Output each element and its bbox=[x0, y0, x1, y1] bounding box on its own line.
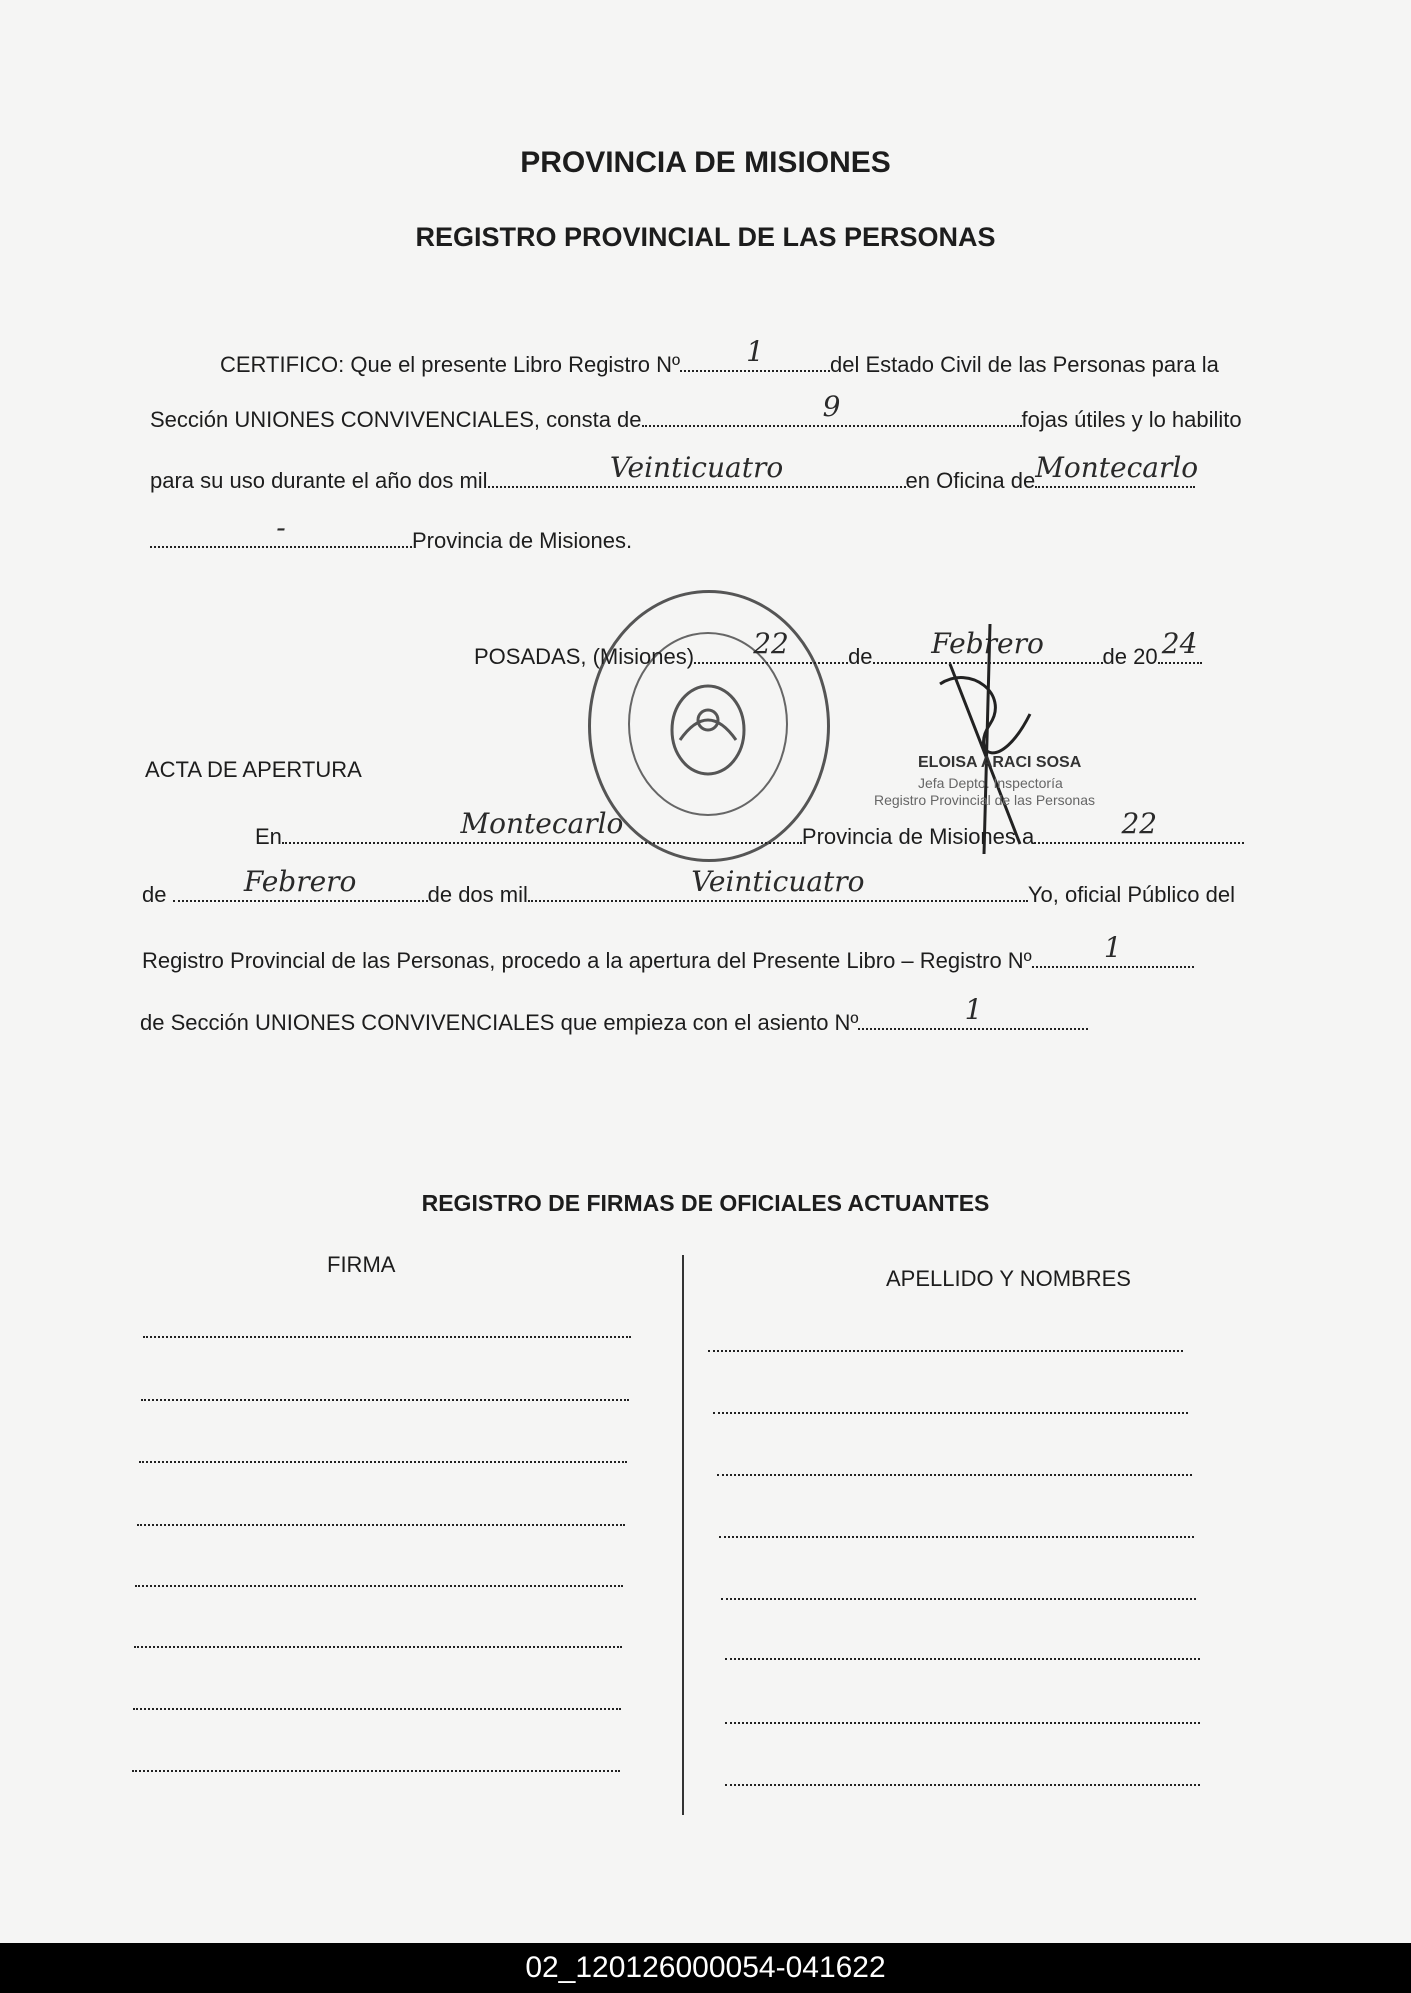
nombre-line bbox=[719, 1536, 1194, 1538]
province-title: PROVINCIA DE MISIONES bbox=[520, 146, 891, 179]
signatures-title: REGISTRO DE FIRMAS DE OFICIALES ACTUANTES bbox=[421, 1190, 990, 1216]
coat-of-arms-icon bbox=[660, 680, 756, 780]
cert-line-3: para su uso durante el año dos mil Veinticuatro en Oficina de Montecarlo bbox=[150, 451, 1199, 493]
cert-line-1: CERTIFICO: Que el presente Libro Registro Nº 1 del Estado Civil de las Personas para la bbox=[220, 335, 1219, 377]
firma-line bbox=[143, 1336, 631, 1338]
acta-line-3: Registro Provincial de las Personas, procedo a la apertura del Presente Libro – Registro Nº 1 bbox=[142, 946, 1194, 974]
year-suffix-handwritten: 24 bbox=[1161, 627, 1198, 660]
firma-line bbox=[139, 1461, 627, 1463]
acta-title: ACTA DE APERTURA bbox=[145, 757, 362, 782]
acta-year-handwritten: Veinticuatro bbox=[691, 865, 865, 898]
office-handwritten: Montecarlo bbox=[1035, 451, 1199, 484]
acta-line-2: de Febrero de dos mil Veinticuatro Yo, oficial Público del bbox=[142, 865, 1235, 907]
firma-line bbox=[141, 1399, 629, 1401]
document-id-bar: 02_120126000054-041622 bbox=[0, 1943, 1411, 1993]
nombre-line bbox=[708, 1350, 1183, 1352]
date-line: POSADAS, (Misiones) 22 de Febrero de 20 24 bbox=[474, 642, 1202, 670]
nombre-line bbox=[725, 1722, 1200, 1724]
acta-place-handwritten: Montecarlo bbox=[460, 807, 624, 840]
nombre-line bbox=[717, 1474, 1192, 1476]
acta-line-1: En Montecarlo Provincia de Misiones a 22 bbox=[255, 822, 1244, 850]
firma-line bbox=[137, 1524, 625, 1526]
column-divider bbox=[682, 1255, 684, 1815]
firma-line bbox=[133, 1708, 621, 1710]
nombre-line bbox=[725, 1784, 1200, 1786]
signer-org: Registro Provincial de las Personas bbox=[874, 792, 1095, 808]
day-handwritten: 22 bbox=[753, 627, 789, 660]
firma-line bbox=[135, 1585, 623, 1587]
acta-line-4: de Sección UNIONES CONVIVENCIALES que empieza con el asiento Nº 1 bbox=[140, 1008, 1088, 1036]
acta-month-handwritten: Febrero bbox=[243, 865, 357, 898]
firma-line bbox=[132, 1770, 620, 1772]
nombre-line bbox=[725, 1658, 1200, 1660]
nombre-line bbox=[713, 1412, 1188, 1414]
cert-line-2: Sección UNIONES CONVIVENCIALES, consta de 9 fojas útiles y lo habilito bbox=[150, 390, 1242, 432]
book-number-handwritten: 1 bbox=[746, 335, 764, 368]
folios-handwritten: 9 bbox=[822, 390, 841, 423]
acta-entry-handwritten: 1 bbox=[964, 993, 983, 1026]
nombre-line bbox=[721, 1598, 1196, 1600]
firma-line bbox=[134, 1646, 622, 1648]
month-handwritten: Febrero bbox=[931, 627, 1044, 660]
year-words-handwritten: Veinticuatro bbox=[609, 451, 784, 484]
acta-day-handwritten: 22 bbox=[1121, 807, 1158, 840]
signer-role: Jefa Depto. Inspectoría bbox=[918, 775, 1063, 791]
cert-line-4: - Provincia de Misiones. bbox=[150, 526, 632, 554]
signer-name: ELOISA ARACI SOSA bbox=[918, 754, 1082, 771]
col-apellido-nombres: APELLIDO Y NOMBRES bbox=[886, 1266, 1131, 1291]
registry-title: REGISTRO PROVINCIAL DE LAS PERSONAS bbox=[415, 222, 996, 252]
acta-book-handwritten: 1 bbox=[1103, 931, 1122, 964]
col-firma: FIRMA bbox=[327, 1252, 396, 1277]
